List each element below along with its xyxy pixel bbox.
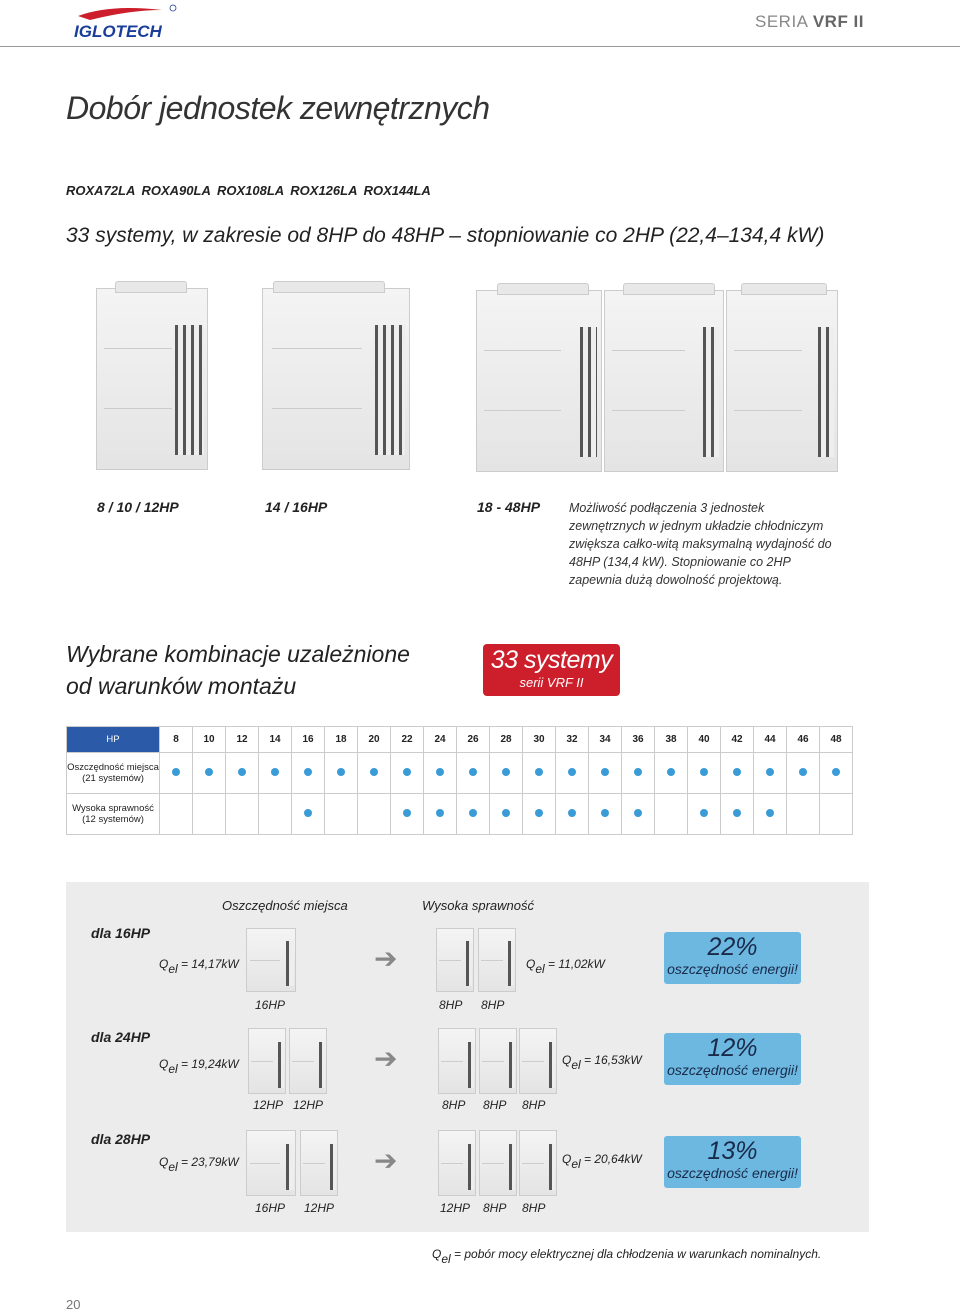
availability-dot-icon [205, 768, 213, 776]
row-label-28hp: dla 28HP [91, 1131, 151, 1147]
table-cell [292, 753, 325, 794]
systems-badge-count: 33 systemy [490, 646, 613, 674]
unit-label: 8HP [439, 998, 463, 1012]
unit-label: 8HP [522, 1098, 546, 1112]
saving-text: oszczędność energii! [667, 1165, 798, 1181]
availability-dot-icon [601, 809, 609, 817]
availability-dot-icon [667, 768, 675, 776]
qel-right-16hp: Qel = 11,02kW [526, 957, 605, 976]
hp-column-header: 10 [193, 727, 226, 753]
table-cell [490, 794, 523, 835]
row-label-high-efficiency: Wysoka sprawność (12 systemów) [67, 794, 160, 835]
hp-column-header: 18 [325, 727, 358, 753]
availability-dot-icon [238, 768, 246, 776]
row-label-16hp: dla 16HP [91, 925, 151, 941]
page-number: 20 [66, 1297, 81, 1312]
availability-dot-icon [436, 809, 444, 817]
qel-left-16hp: Qel = 14,17kW [159, 957, 239, 976]
hp-column-header: 38 [655, 727, 688, 753]
availability-dot-icon [403, 768, 411, 776]
hp-column-header: 22 [391, 727, 424, 753]
caption-large-units: 18 - 48HP [477, 499, 541, 515]
table-row-high-efficiency [67, 794, 853, 835]
hp-column-header: 36 [622, 727, 655, 753]
table-cell [457, 753, 490, 794]
unit-image-large-1 [476, 290, 602, 472]
unit-12hp [248, 1028, 286, 1094]
table-cell [391, 794, 424, 835]
unit-12hp [300, 1130, 338, 1196]
unit-8hp [479, 1130, 517, 1196]
saving-badge-24hp [664, 1033, 801, 1085]
availability-dot-icon [799, 768, 807, 776]
availability-dot-icon [469, 768, 477, 776]
table-cell [688, 794, 721, 835]
unit-label: 16HP [255, 998, 286, 1012]
table-cell [523, 794, 556, 835]
availability-dot-icon [502, 809, 510, 817]
model-list: ROXA72LA ROXA90LA ROX108LA ROX126LA ROX144LA [66, 183, 431, 198]
table-cell [523, 753, 556, 794]
table-cell [325, 794, 358, 835]
unit-16hp [246, 1130, 296, 1196]
availability-dot-icon [568, 809, 576, 817]
table-cell [688, 753, 721, 794]
unit-image-small [96, 288, 208, 470]
availability-dot-icon [502, 768, 510, 776]
saving-percent: 22% [707, 933, 758, 961]
series-label [755, 12, 864, 32]
unit-8hp [436, 928, 474, 992]
combinations-heading [66, 638, 410, 702]
unit-image-large-2 [604, 290, 724, 472]
table-cell [820, 794, 853, 835]
table-cell [325, 753, 358, 794]
unit-label: 12HP [253, 1098, 284, 1112]
unit-12hp [438, 1130, 476, 1196]
availability-dot-icon [436, 768, 444, 776]
availability-dot-icon [337, 768, 345, 776]
table-cell [259, 794, 292, 835]
unit-label: 8HP [483, 1098, 507, 1112]
table-cell [787, 753, 820, 794]
hp-column-header: 8 [160, 727, 193, 753]
hp-column-header: 24 [424, 727, 457, 753]
header-divider [0, 46, 960, 47]
saving-percent: 12% [707, 1034, 758, 1062]
availability-dot-icon [766, 809, 774, 817]
table-cell [754, 753, 787, 794]
table-cell [358, 753, 391, 794]
availability-dot-icon [370, 768, 378, 776]
unit-8hp [478, 928, 516, 992]
table-cell [193, 794, 226, 835]
page-title: Dobór jednostek zewnętrznych [66, 90, 490, 126]
table-cell [754, 794, 787, 835]
unit-image-large-3 [726, 290, 838, 472]
availability-dot-icon [700, 809, 708, 817]
series-name: VRF II [812, 12, 864, 31]
unit-8hp [519, 1130, 557, 1196]
table-cell [721, 794, 754, 835]
qel-left-28hp: Qel = 23,79kW [159, 1155, 239, 1174]
unit-label: 8HP [442, 1098, 466, 1112]
row-label-space-saving: Oszczędność miejsca (21 systemów) [67, 753, 160, 794]
table-row-space-saving [67, 753, 853, 794]
hp-column-header: 30 [523, 727, 556, 753]
combinations-heading-line2: od warunków montażu [66, 673, 297, 699]
systems-badge [483, 644, 620, 696]
hp-column-header: 44 [754, 727, 787, 753]
range-subtitle: 33 systemy, w zakresie od 8HP do 48HP – stopniowanie co 2HP (22,4–134,4 kW) [66, 224, 825, 247]
arrow-right-icon: ➔ [374, 1043, 398, 1074]
table-cell [193, 753, 226, 794]
availability-dot-icon [304, 768, 312, 776]
table-cell [457, 794, 490, 835]
availability-dot-icon [733, 809, 741, 817]
table-cell [622, 794, 655, 835]
table-cell [721, 753, 754, 794]
unit-label: 16HP [255, 1201, 286, 1215]
unit-label: 8HP [522, 1201, 546, 1215]
unit-8hp [479, 1028, 517, 1094]
arrow-right-icon: ➔ [374, 1145, 398, 1176]
systems-badge-series: serii VRF II [519, 675, 584, 690]
series-prefix: SERIA [755, 12, 808, 31]
qel-right-28hp: Qel = 20,64kW [562, 1152, 642, 1171]
table-cell [655, 753, 688, 794]
unit-12hp [289, 1028, 327, 1094]
hp-column-header: 26 [457, 727, 490, 753]
unit-label: 8HP [483, 1201, 507, 1215]
saving-badge-28hp [664, 1136, 801, 1188]
caption-small-units: 8 / 10 / 12HP [97, 499, 179, 515]
unit-label: 12HP [293, 1098, 324, 1112]
qel-footnote: Qel = pobór mocy elektrycznej dla chłodzenia w warunkach nominalnych. [432, 1247, 822, 1266]
table-cell [358, 794, 391, 835]
qel-left-24hp: Qel = 19,24kW [159, 1057, 239, 1076]
saving-text: oszczędność energii! [667, 961, 798, 977]
unit-8hp [519, 1028, 557, 1094]
availability-dot-icon [601, 768, 609, 776]
table-cell [490, 753, 523, 794]
table-cell [226, 794, 259, 835]
availability-dot-icon [535, 768, 543, 776]
unit-label: 12HP [304, 1201, 335, 1215]
availability-dot-icon [700, 768, 708, 776]
hp-column-header: 28 [490, 727, 523, 753]
availability-dot-icon [172, 768, 180, 776]
table-cell [589, 753, 622, 794]
hp-column-header: 14 [259, 727, 292, 753]
table-cell [589, 794, 622, 835]
saving-percent: 13% [707, 1137, 758, 1165]
availability-dot-icon [634, 809, 642, 817]
table-cell [820, 753, 853, 794]
hp-column-header: 16 [292, 727, 325, 753]
column-high-efficiency: Wysoka sprawność [422, 898, 534, 913]
availability-dot-icon [469, 809, 477, 817]
table-cell [787, 794, 820, 835]
hp-column-header: 12 [226, 727, 259, 753]
availability-dot-icon [403, 809, 411, 817]
unit-8hp [438, 1028, 476, 1094]
table-cell [424, 794, 457, 835]
table-cell [655, 794, 688, 835]
table-header-hp: HP [67, 727, 160, 753]
caption-medium-units: 14 / 16HP [265, 499, 328, 515]
unit-image-medium [262, 288, 410, 470]
table-cell [622, 753, 655, 794]
table-cell [424, 753, 457, 794]
combinations-heading-line1: Wybrane kombinacje uzależnione [66, 641, 410, 667]
column-space-saving: Oszczędność miejsca [222, 898, 348, 913]
table-cell [226, 753, 259, 794]
availability-dot-icon [634, 768, 642, 776]
availability-dot-icon [568, 768, 576, 776]
hp-column-header: 48 [820, 727, 853, 753]
unit-label: 12HP [440, 1201, 471, 1215]
row-label-24hp: dla 24HP [91, 1029, 151, 1045]
capacity-description: Możliwość podłączenia 3 jednostek zewnętrznych w jednym układzie chłodniczym zwiększa całko-witą maksymalną wydajność do 48HP (134,4 kW). Stopniowanie co 2HP zapewnia dużą dowolność projektową. [569, 501, 832, 587]
saving-text: oszczędność energii! [667, 1062, 798, 1078]
hp-column-header: 46 [787, 727, 820, 753]
table-cell [160, 753, 193, 794]
table-cell [259, 753, 292, 794]
brand-logo [70, 4, 180, 44]
table-cell [292, 794, 325, 835]
availability-dot-icon [733, 768, 741, 776]
unit-label: 8HP [481, 998, 505, 1012]
availability-dot-icon [832, 768, 840, 776]
hp-column-header: 42 [721, 727, 754, 753]
table-cell [556, 794, 589, 835]
table-header-row [67, 727, 853, 753]
hp-column-header: 34 [589, 727, 622, 753]
unit-16hp [246, 928, 296, 992]
availability-dot-icon [271, 768, 279, 776]
saving-badge-16hp [664, 932, 801, 984]
table-cell [391, 753, 424, 794]
hp-combination-table [66, 726, 853, 835]
hp-column-header: 40 [688, 727, 721, 753]
table-cell [160, 794, 193, 835]
hp-column-header: 32 [556, 727, 589, 753]
availability-dot-icon [766, 768, 774, 776]
table-cell [556, 753, 589, 794]
logo-swoosh-icon [70, 4, 180, 44]
availability-dot-icon [535, 809, 543, 817]
logo-text: IGLOTECH [74, 22, 162, 41]
hp-column-header: 20 [358, 727, 391, 753]
availability-dot-icon [304, 809, 312, 817]
arrow-right-icon: ➔ [374, 943, 398, 974]
qel-right-24hp: Qel = 16,53kW [562, 1053, 642, 1072]
